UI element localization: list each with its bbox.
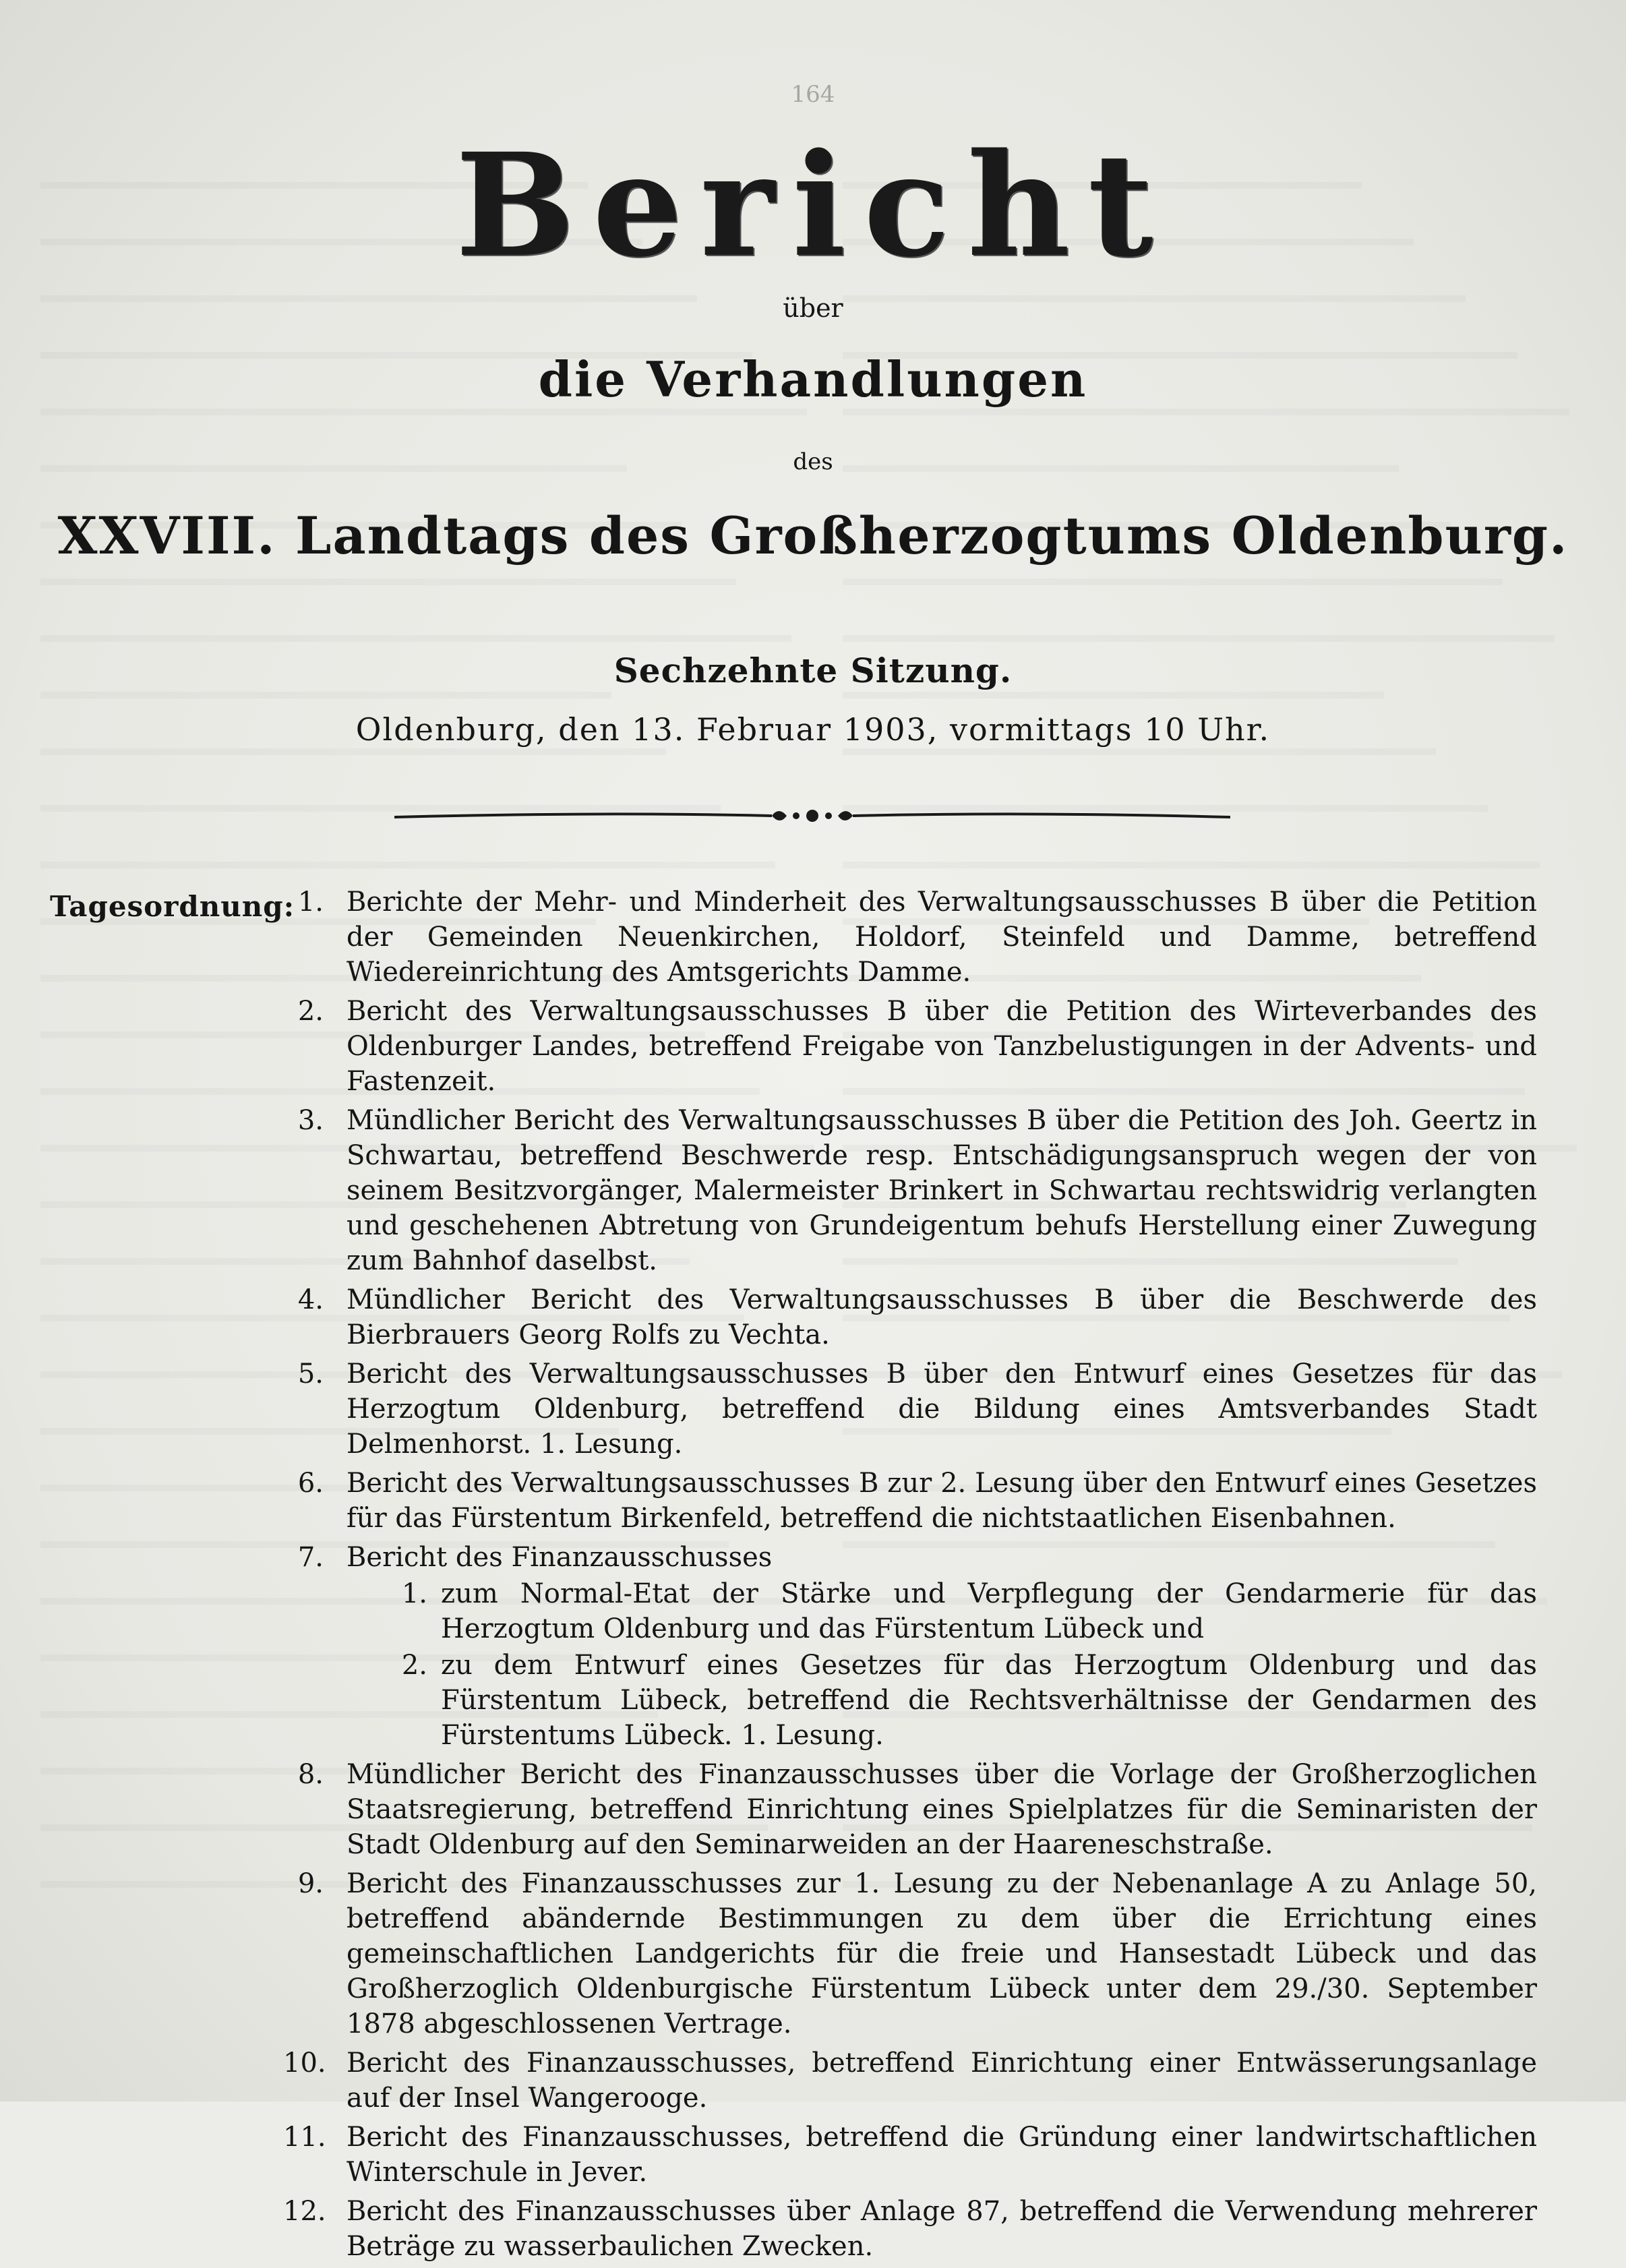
- agenda-item: [283, 2194, 1537, 2264]
- agenda-item-number: 2.: [297, 996, 324, 1027]
- agenda-item-number: 7.: [297, 1542, 324, 1573]
- agenda-item: [283, 1757, 1537, 1862]
- agenda-item-text: Mündlicher Bericht des Verwaltungsausschusses B über die Beschwerde des Bierbrauers Georg Rolfs zu Vechta.: [347, 1284, 1537, 1350]
- agenda-item-text: Bericht des Finanzausschusses zur 1. Lesung zu der Nebenanlage A zu Anlage 50, betreffend abändernde Bestimmungen zu dem über die Errichtung eines gemeinschaftlichen Landgerichts für die freie und Hansestadt Lübeck und das Großherzoglich Oldenburgische Fürstentum Lübeck unter dem 29./30. September 1878 abgeschlossenen Vertrage.: [347, 1868, 1537, 2039]
- agenda-item: [283, 2046, 1537, 2116]
- agenda-item-number: 5.: [297, 1359, 324, 1390]
- title-connector-ueber: über: [783, 293, 843, 323]
- page-number: 164: [791, 81, 835, 108]
- agenda-item-text: Mündlicher Bericht des Verwaltungsausschusses B über die Petition des Joh. Geertz in Schwartau, betreffend Beschwerde resp. Entschädigungsanspruch wegen der von seinem Besitzvorgänger, Malermeister Brinkert in Schwartau rechtswidrig verlangten und geschehenen Abtretung von Grundeigentum behufs Herstellung einer Zuwegung zum Bahnhof daselbst.: [347, 1105, 1537, 1276]
- agenda-item: [283, 885, 1537, 990]
- agenda-item-number: 10.: [283, 2048, 326, 2079]
- bleed-line: [843, 835, 1540, 868]
- agenda-subitem-text: zu dem Entwurf eines Gesetzes für das Herzogtum Oldenburg und das Fürstentum Lübeck, betreffend die Rechtsverhältnisse der Gendarmen des Fürstentums Lübeck. 1. Lesung.: [441, 1650, 1537, 1751]
- landtag-heading: XXVIII. Landtags des Großherzogtums Oldenburg.: [57, 506, 1569, 566]
- agenda-item-number: 11.: [283, 2122, 326, 2153]
- agenda-item-number: 4.: [297, 1284, 324, 1315]
- agenda-label: Tagesordnung:: [50, 890, 295, 923]
- agenda-item-number: 9.: [297, 1868, 324, 1899]
- agenda-item: [283, 1866, 1537, 2041]
- agenda-item-number: 3.: [297, 1105, 324, 1136]
- agenda-item: [283, 1540, 1537, 1753]
- agenda-item-text: Bericht des Verwaltungsausschusses B über die Petition des Wirteverbandes des Oldenburger Landes, betreffend Freigabe von Tanzbelustigungen in der Advents- und Fastenzeit.: [347, 996, 1537, 1097]
- agenda-subitem: [347, 1648, 1537, 1753]
- agenda-item: [283, 994, 1537, 1099]
- agenda-subitem: [347, 1576, 1537, 1646]
- bleed-line: [843, 608, 1555, 642]
- agenda-item-text: Bericht des Finanzausschusses, betreffend die Gründung einer landwirtschaftlichen Winterschule in Jever.: [347, 2122, 1537, 2188]
- agenda-item-number: 8.: [297, 1759, 324, 1790]
- agenda-item-text: Berichte der Mehr- und Minderheit des Verwaltungsausschusses B über die Petition der Gemeinden Neuenkirchen, Holdorf, Steinfeld und Damme, betreffend Wiedereinrichtung des Amtsgerichts Damme.: [347, 887, 1537, 988]
- agenda-subitem-text: zum Normal-Etat der Stärke und Verpflegung der Gendarmerie für das Herzogtum Oldenburg und das Fürstentum Lübeck und: [441, 1578, 1537, 1644]
- agenda-list: [283, 885, 1537, 2268]
- agenda-item-text: Mündlicher Bericht des Finanzausschusses über die Vorlage der Großherzoglichen Staatsregierung, betreffend Einrichtung eines Spielplatzes für die Seminaristen der Stadt Oldenburg auf den Seminarweiden an der Haareneschstraße.: [347, 1759, 1537, 1860]
- document-subject: die Verhandlungen: [538, 351, 1088, 408]
- agenda-item: [283, 2120, 1537, 2190]
- bleed-line: [40, 608, 791, 642]
- agenda-item-text: Bericht des Verwaltungsausschusses B zur 2. Lesung über den Entwurf eines Gesetzes für das Fürstentum Birkenfeld, betreffend die nichtstaatlichen Eisenbahnen.: [347, 1468, 1537, 1534]
- session-heading: Sechzehnte Sitzung.: [613, 651, 1013, 690]
- agenda-item: [283, 1103, 1537, 1278]
- agenda-item-number: 12.: [283, 2196, 326, 2227]
- agenda-item-text: Bericht des Finanzausschusses: [347, 1542, 773, 1573]
- agenda-item-number: 1.: [297, 887, 324, 918]
- bleed-line: [40, 835, 775, 868]
- agenda-item-text: Bericht des Finanzausschusses über Anlage 87, betreffend die Verwendung mehrerer Beträge zu wasserbaulichen Zwecken.: [347, 2196, 1537, 2262]
- title-connector-des: des: [793, 448, 833, 475]
- agenda-item: [283, 1356, 1537, 1462]
- document-title: Bericht: [455, 122, 1171, 289]
- ornament-divider: [394, 802, 1230, 829]
- agenda-item-text: Bericht des Verwaltungsausschusses B über den Entwurf eines Gesetzes für das Herzogtum Oldenburg, betreffend die Bildung eines Amtsverbandes Stadt Delmenhorst. 1. Lesung.: [347, 1359, 1537, 1460]
- agenda-item-text: Bericht des Finanzausschusses, betreffend Einrichtung einer Entwässerungsanlage auf der Insel Wangerooge.: [347, 2048, 1537, 2114]
- agenda-item-number: 6.: [297, 1468, 324, 1499]
- dateline: Oldenburg, den 13. Februar 1903, vormittags 10 Uhr.: [355, 711, 1271, 748]
- agenda-subitem-number: 2.: [401, 1650, 427, 1681]
- agenda-item: [283, 1282, 1537, 1352]
- agenda-item: [283, 1466, 1537, 1536]
- agenda-subitem-number: 1.: [401, 1578, 427, 1609]
